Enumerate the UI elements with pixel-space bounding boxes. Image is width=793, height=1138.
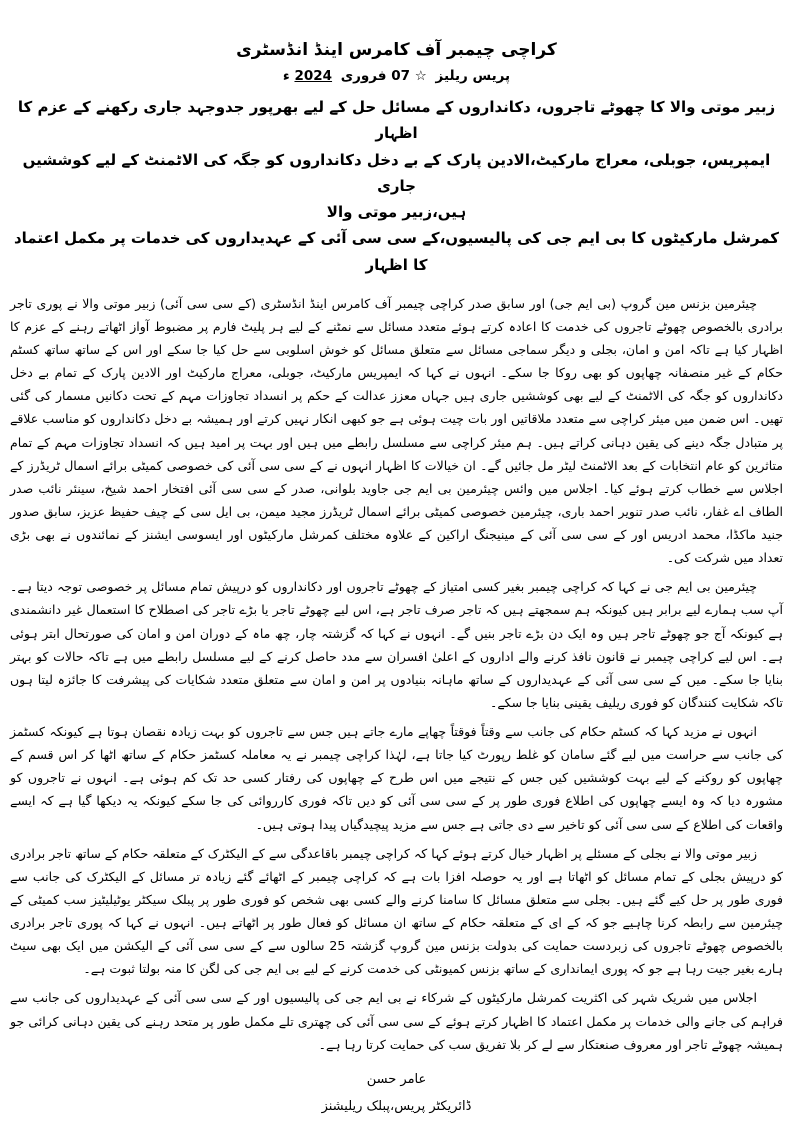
body-paragraph: اجلاس میں شریک شہر کی اکثریت کمرشل مارکیٹوں کے شرکاء نے بی ایم جی کی پالیسیوں اور کے سی سی آئی کے عہدیداروں کی جانب سے فراہم کی جانے والی خدمات پر مکمل اعتماد کا اظہار کرتے ہوئے کے سی سی آئی کی چھتری تلے مکمل طور پر متحد رہنے کی یقین دہانی کرائی جو ہمیشہ چھوٹے تاجر اور معروف صنعتکار سے لے کر بلا تفریق سب کی حمایت کرتا رہا ہے۔	[10, 990, 783, 1052]
signature-block	[10, 1066, 783, 1121]
dateline-month: فروری	[340, 68, 387, 84]
headline-line: کمرشل مارکیٹوں کا بی ایم جی کی پالیسیوں،کے سی سی آئی کے عہدیداروں کی خدمات پر مکمل اعتماد کا اظہار	[13, 229, 780, 274]
body-paragraph: انہوں نے مزید کہا کہ کسٹم حکام کی جانب سے وقتاً فوقتاً چھاپے مارے جاتے ہیں جس سے تاجروں کو بہت زیادہ نقصان ہوتا ہے کیونکہ کسٹمز کی جانب سے حراست میں لیے گئے سامان کو غلط رپورٹ کیا جاتا ہے، لہٰذا کراچی چیمبر نے یہ معاملہ کسٹمز حکام کے ساتھ اٹھا کر اس قسم کے چھاپوں کو روکنے کے لیے بہت کوششیں کیں جس کے نتیجے میں اس طرح کے چھاپوں کی رفتار کسی حد تک کم ہوئی ہے۔ انہوں نے تاجروں کو مشورہ دیا کہ وہ ایسے چھاپوں کی اطلاع فوری طور پر کے سی سی آئی کو دیں تاکہ فوری کارروائی کی جا سکے کیونکہ یہ دیکھا گیا ہے کہ ایسے واقعات کی اطلاع کے سی سی آئی کو تاخیر سے دی جاتی ہے جس سے مزید پیچیدگیاں پیدا ہوتی ہیں۔	[10, 724, 783, 832]
body-paragraph: چیئرمین بی ایم جی نے کہا کہ کراچی چیمبر بغیر کسی امتیاز کے چھوٹے تاجروں اور دکانداروں کو درپیش تمام مسائل پر خصوصی توجہ دیتا ہے۔ آپ سب ہمارے لیے برابر ہیں کیونکہ ہم سمجھتے ہیں کہ تاجر صرف تاجر ہے، اس لیے چھوٹے تاجر یا بڑے تاجر کی اصطلاح کا استعمال غیر دانشمندی ہے کیونکہ آج جو چھوٹے تاجر ہیں وہ ایک دن بڑے تاجر بنیں گے۔ انہوں نے کہا کہ گزشتہ چار، چھ ماہ کے دوران امن و امان کی صورتحال ابتر ہوئی ہے۔ اس لیے کراچی چیمبر نے قانون نافذ کرنے والے اداروں کے اعلیٰ افسران سے مدد حاصل کرنے کے لیے مسلسل رابطے میں ہے تاکہ حالات کو بہتر بنایا جا سکے۔ میں کے سی سی آئی کے عہدیداروں کے ساتھ ماہانہ بنیادوں پر امن و امان سے متعلق متعدد شکایات کی پیشرفت کا جائزہ لیتا ہوں تاکہ شکایت کنندگان کو فوری ریلیف یقینی بنایا جا سکے۔	[10, 579, 783, 710]
body-paragraph: زبیر موتی والا نے بجلی کے مسئلے پر اظہار خیال کرتے ہوئے کہا کہ کراچی چیمبر باقاعدگی سے کے الیکٹرک کے متعلقہ حکام کے ساتھ تاجر برادری کو درپیش بجلی کے تمام مسائل کو اٹھاتا ہے اور یہ حوصلہ افزا بات ہے کہ کراچی چیمبر کے اٹھائے گئے زیادہ تر مسائل کے الیکٹرک کی جانب سے فوری طور پر حل کیے گئے ہیں۔ بجلی سے متعلق مسائل کا سامنا کرنے والے کسی بھی شخص کو فوری طور پر پبلک سیکٹر یوٹیلیٹیز سب کمیٹی کے چیئرمین سے رابطہ کرنا چاہیے جو کہ کے ای کے متعلقہ حکام کے ساتھ ان مسائل کو فعال طور پر اٹھاتے ہیں۔ انہوں نے کہا کہ پوری تاجر برادری بالخصوص چھوٹے تاجروں کی زبردست حمایت کی بدولت بزنس مین گروپ گزشتہ 25 سالوں سے کے سی سی آئی کے الیکشن میں ایک بھی سیٹ ہارے بغیر جیت رہا ہے جو کہ پوری ایمانداری کے ساتھ بزنس کمیونٹی کی خدمت کرنے کے لیے بی ایم جی کی لگن کا منہ بولتا ثبوت ہے۔	[10, 845, 783, 977]
dateline-era-suffix: ء	[282, 68, 290, 84]
page-title: کراچی چیمبر آف کامرس اینڈ انڈسٹری	[236, 40, 557, 60]
press-release-dateline	[10, 68, 783, 84]
dateline-day: 07	[391, 68, 411, 84]
press-release-label: پریس ریلیز	[435, 68, 511, 84]
signature-name: عامر حسن	[366, 1071, 427, 1087]
dateline-year: 2024	[294, 68, 333, 84]
star-icon: ☆	[414, 68, 427, 84]
press-release-body	[10, 292, 783, 1056]
body-paragraph: چیئرمین بزنس مین گروپ (بی ایم جی) اور سابق صدر کراچی چیمبر آف کامرس اینڈ انڈسٹری (کے سی سی آئی) زبیر موتی والا نے پوری تاجر برادری بالخصوص چھوٹے تاجروں کی خدمت کا اعادہ کرتے ہوئے متعدد مسائل سے نمٹنے کے لیے ہر پلیٹ فارم پر مضبوط آواز اٹھاتے رہنے کے عزم کا اظہار کیا ہے تاکہ امن و امان، بجلی و دیگر سماجی مسائل سے متعلق مسائل کو خوش اسلوبی سے حل کیا جا سکے اور اس کے ساتھ ساتھ کسٹم حکام کے غیر منصفانہ چھاپوں کو بھی روکا جا سکے۔ انہوں نے کہا کہ ایمپریس مارکیٹ، جوبلی، معراج مارکیٹ اور الادین پارک کے تمام بے دخل دکانداروں کو جگہ کی الاٹمنٹ کے لیے بھی کوششیں جاری ہیں جہاں معزز عدالت کے حکم پر انسداد تجاوزات مہم کے تحت دکانیں مسمار کی گئی تھیں۔ اس ضمن میں میئر کراچی سے متعدد ملاقاتیں اور بات چیت ہوئی ہے جو کبھی انکار نہیں کرتے اور ہمیشہ بے دخل دکانداروں کو مناسب علاقے پر متبادل جگہ دینے کی یقین دہانی کراتے ہیں۔ ہم میئر کراچی سے مسلسل رابطے میں ہیں اور بہت پر امید ہیں کہ انسداد تجاوزات مہم کے تمام متاثرین کو عام انتخابات کے بعد الاٹمنٹ لیٹر مل جائیں گے۔ ان خیالات کا اظہار انہوں نے کے سی سی آئی کی خصوصی کمیٹی برائے اسمال ٹریڈرز کے اجلاس سے خطاب کرتے ہوئے کیا۔ اجلاس میں وائس چیئرمین بی ایم جی جاوید بلوانی، صدر کے سی سی آئی افتخار احمد شیخ، سینئر نائب صدر الطاف اے غفار، نائب صدر تنویر احمد باری، چیئرمین خصوصی کمیٹی برائے اسمال ٹریڈرز مجید میمن، بی ایل سی کے چیف حفیظ عزیز، سابق صدور جنید ماکڈا، محمد ادریس اور کے سی سی آئی کے مینیجنگ اراکین کے علاوہ مختلف کمرشل مارکیٹوں اور ایسوسی ایشنز کے نمائندوں نے بھی بڑی تعداد میں شرکت کی۔	[10, 295, 783, 566]
headline-line: ہیں،زبیر موتی والا	[326, 203, 467, 221]
headline-line: زبیر موتی والا کا چھوٹے تاجروں، دکانداروں کے مسائل حل کے لیے بھرپور جدوجہد جاری رکھنے کے عزم کا اظہار	[17, 98, 776, 143]
headline-line: ایمپریس، جوبلی، معراج مارکیٹ،الادین پارک کے بے دخل دکانداروں کو جگہ کی الاٹمنٹ کے لیے کوششیں جاری	[22, 150, 771, 195]
signature-title: ڈائریکٹر پریس،پبلک ریلیشنز	[321, 1099, 472, 1115]
headline-block	[12, 94, 781, 278]
